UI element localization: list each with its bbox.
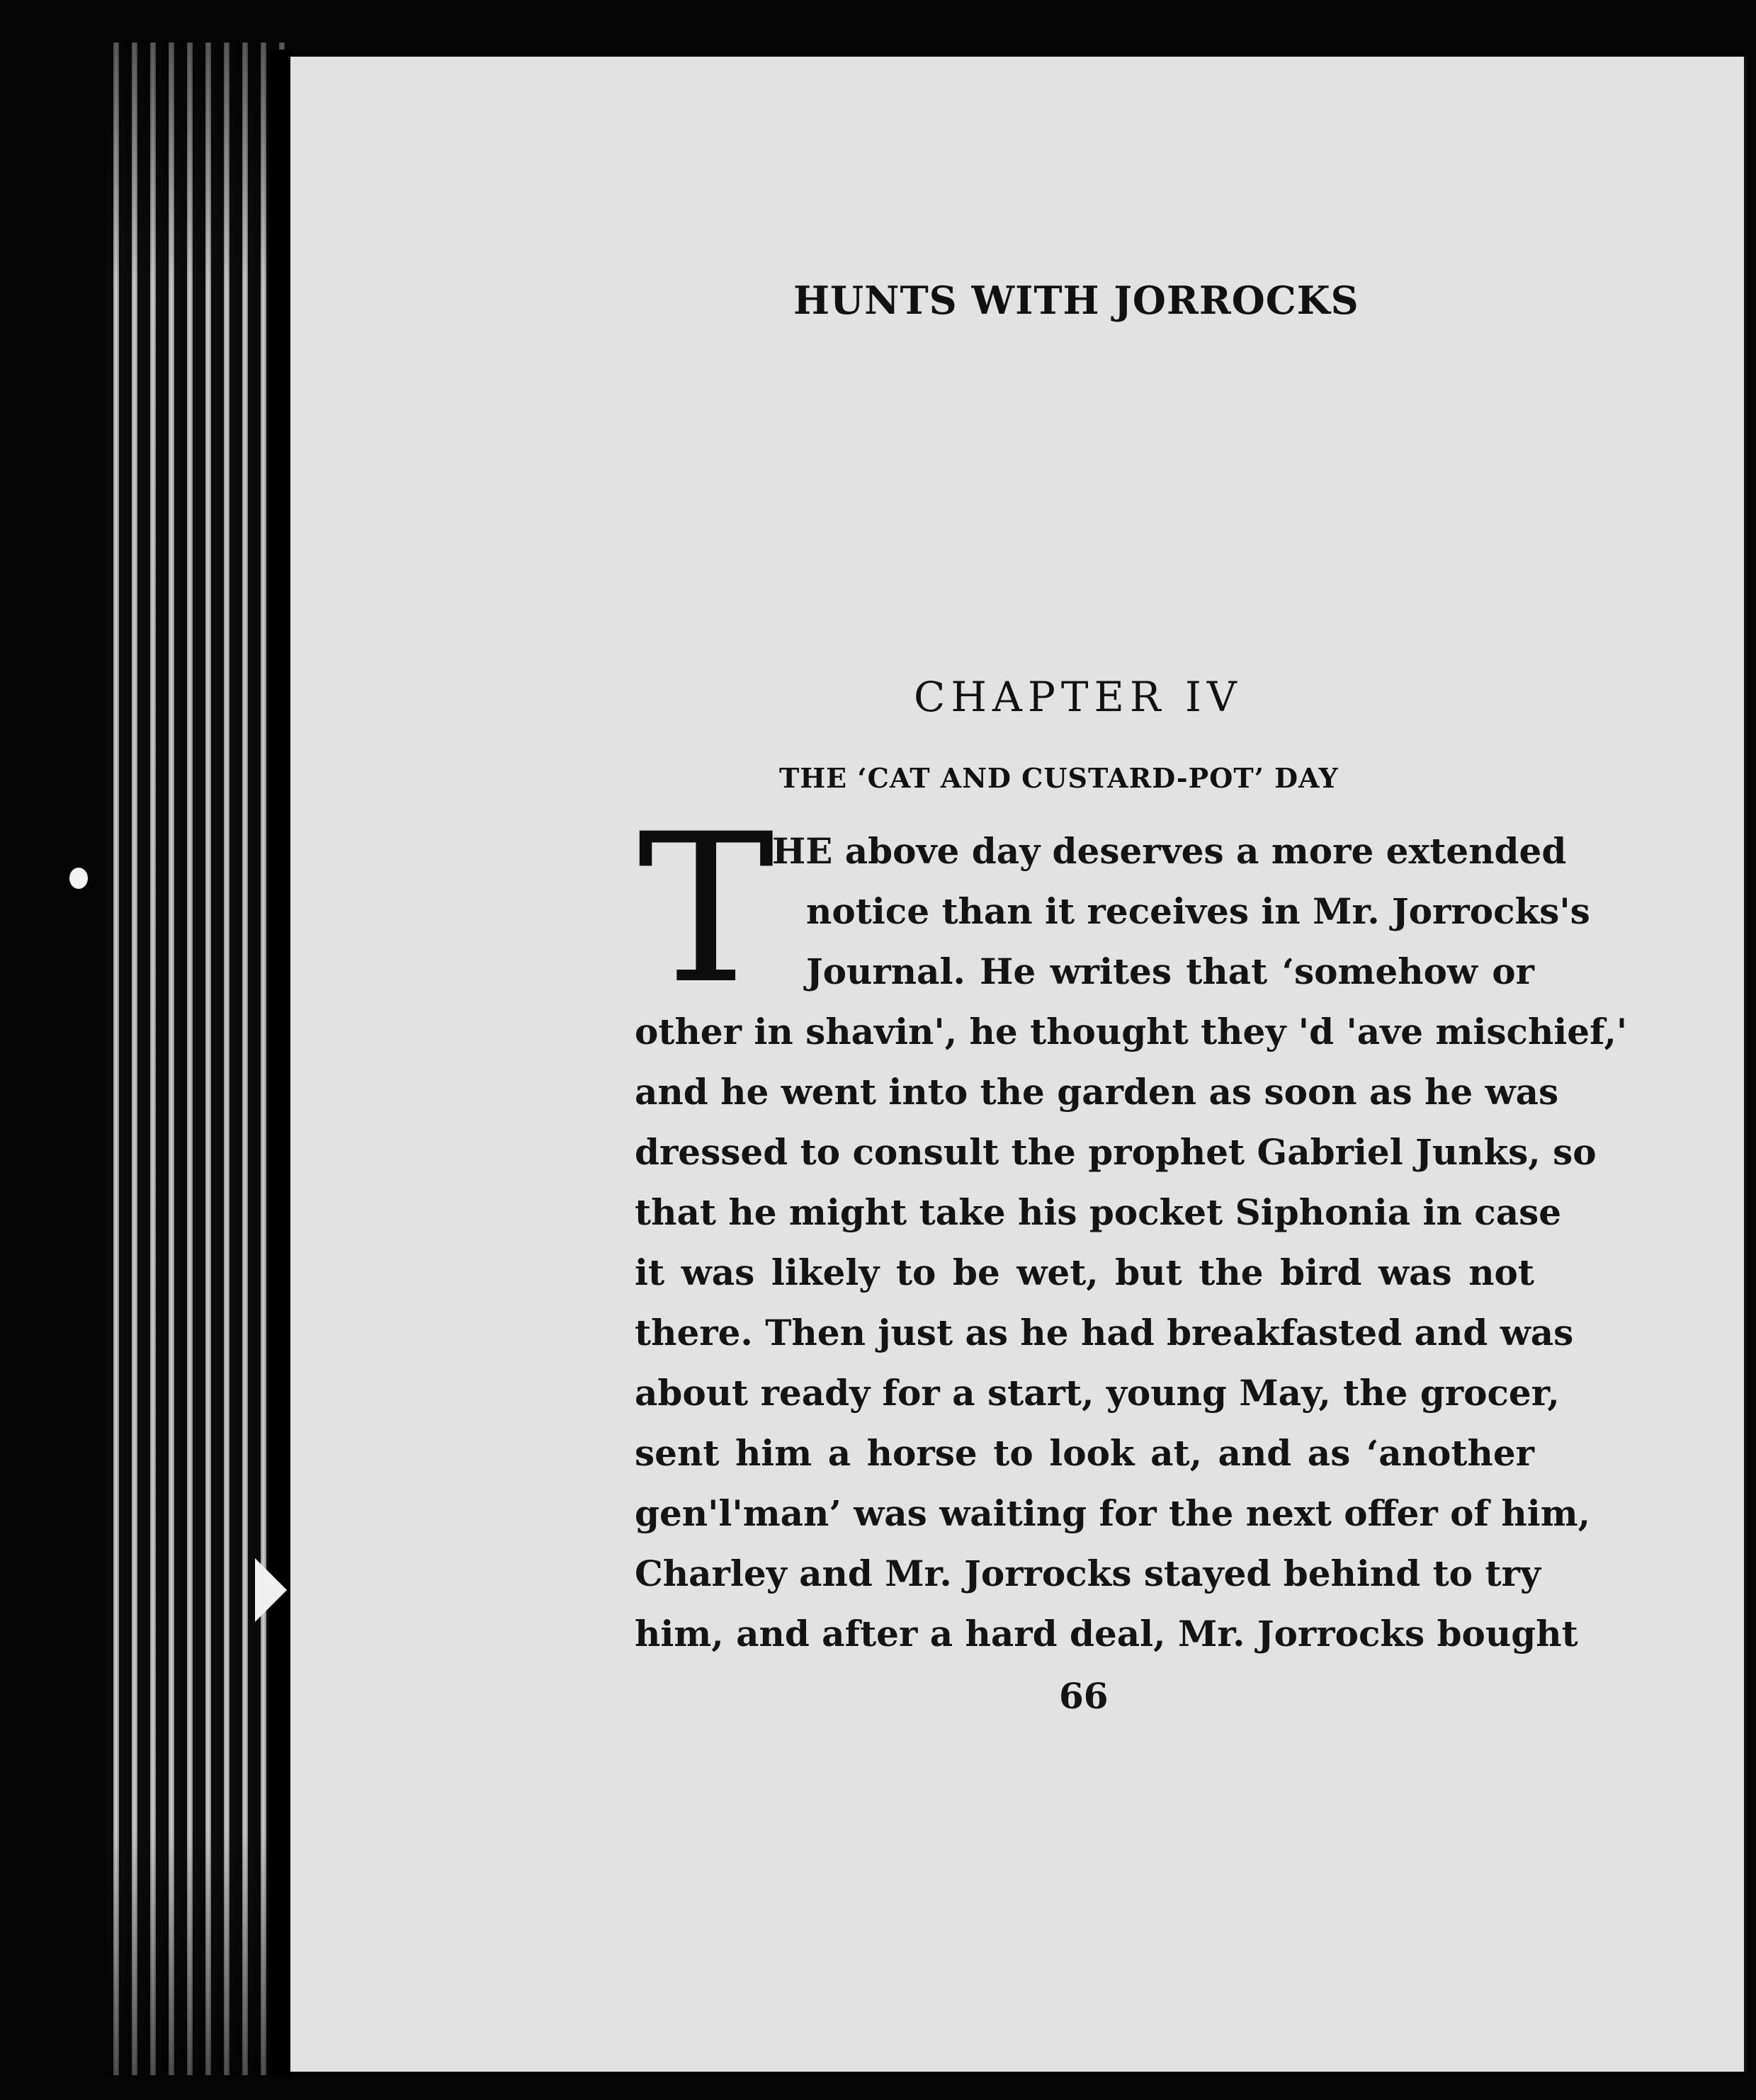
text-line: HE above day deserves a more extended bbox=[772, 830, 1567, 872]
punch-hole bbox=[69, 868, 88, 889]
page-right-edge bbox=[1744, 57, 1747, 2072]
text-line: dressed to consult the prophet Gabriel Junks, so bbox=[635, 1131, 1597, 1173]
page-notch bbox=[255, 1558, 287, 1622]
text-line: other in shavin', he thought they 'd 'ave mischief,' bbox=[635, 1011, 1628, 1052]
text-line: gen'l'man’ was waiting for the next offer of him, bbox=[635, 1492, 1591, 1534]
running-head: HUNTS WITH JORROCKS bbox=[793, 278, 1359, 323]
page-number: 66 bbox=[1059, 1675, 1109, 1717]
text-line: sent him a horse to look at, and as ‘another bbox=[635, 1432, 1534, 1474]
text-line: him, and after a hard deal, Mr. Jorrocks bought bbox=[635, 1613, 1578, 1655]
text-line: it was likely to be wet, but the bird was not bbox=[635, 1252, 1534, 1293]
text-line: there. Then just as he had breakfasted and was bbox=[635, 1312, 1574, 1353]
text-line: about ready for a start, young May, the grocer, bbox=[635, 1372, 1560, 1414]
book-page bbox=[290, 57, 1746, 2072]
drop-cap: T bbox=[638, 790, 775, 1029]
chapter-subtitle: THE ‘CAT AND CUSTARD-POT’ DAY bbox=[779, 762, 1339, 794]
page-edge-shadow bbox=[106, 42, 294, 2075]
text-line: notice than it receives in Mr. Jorrocks's bbox=[806, 890, 1590, 932]
text-line: that he might take his pocket Siphonia in case bbox=[635, 1191, 1562, 1233]
chapter-title: CHAPTER IV bbox=[914, 673, 1242, 721]
text-line: Charley and Mr. Jorrocks stayed behind to try bbox=[635, 1553, 1541, 1594]
text-line: and he went into the garden as soon as he was bbox=[635, 1071, 1559, 1113]
text-line: Journal. He writes that ‘somehow or bbox=[806, 950, 1534, 992]
book-gutter bbox=[269, 50, 292, 2075]
